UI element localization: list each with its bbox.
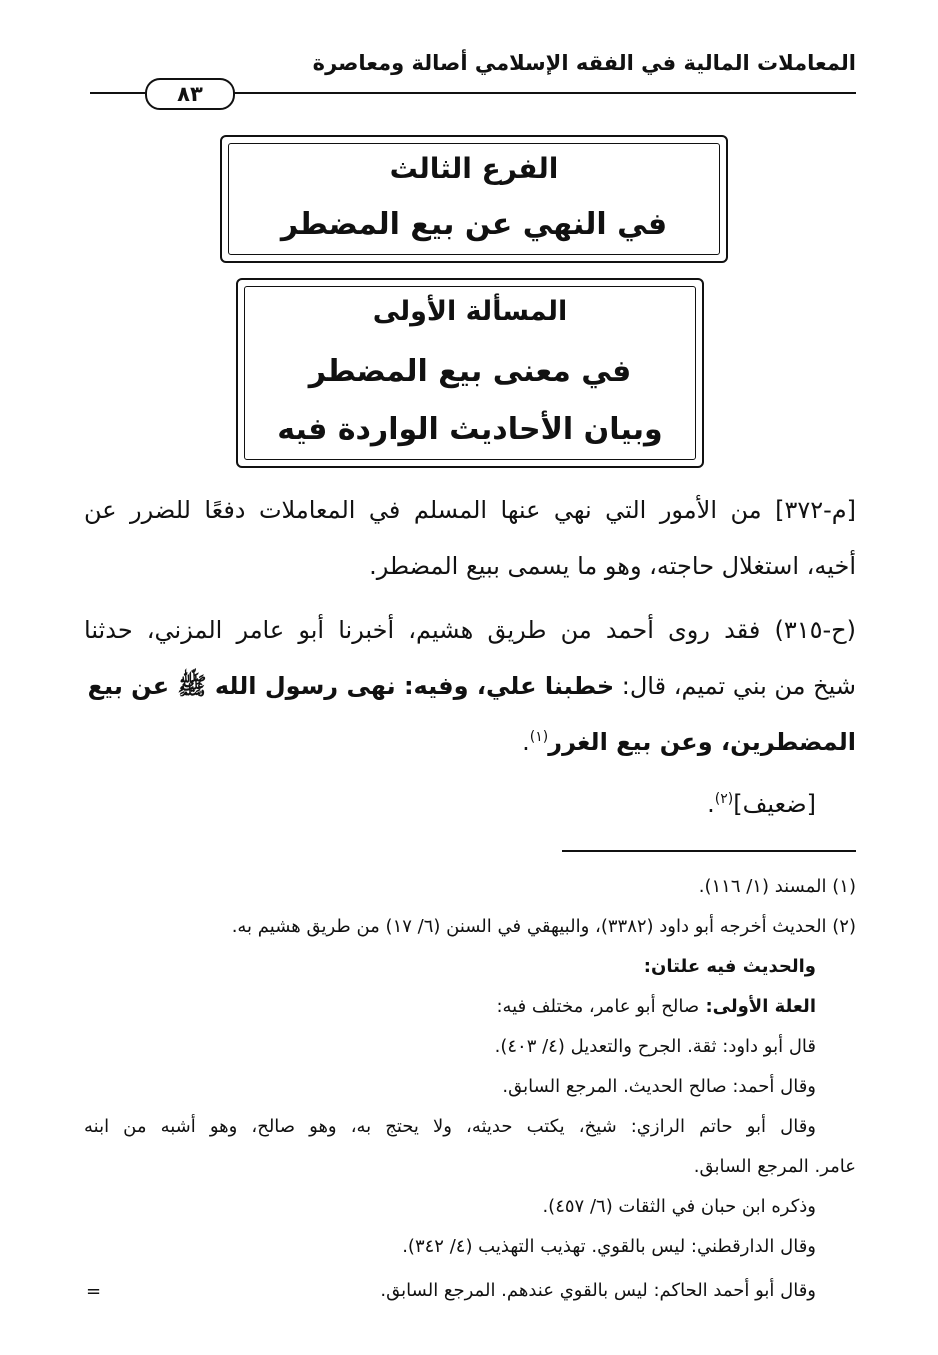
issue-title-line2: في معنى بيع المضطر <box>308 354 632 389</box>
footnote-2-line-3 <box>82 992 816 1022</box>
hadith-grade <box>82 784 816 824</box>
page-number-badge: ٨٣ <box>145 78 235 110</box>
issue-title-frame <box>236 278 704 468</box>
footnote-continuation-mark: = <box>86 1281 102 1302</box>
paragraph-1-line-1: [م-٣٧٢] من الأمور التي نهي عنها المسلم في المعاملات دفعًا للضرر عن <box>84 496 856 524</box>
footnote-separator <box>562 850 856 852</box>
section-title-line1: الفرع الثالث <box>389 152 559 185</box>
footnote-2-line-6: وقال أبو حاتم الرازي: شيخ، يكتب حديثه، ولا يحتج به، وهو صالح، وهو أشبه من ابنه <box>84 1116 816 1137</box>
footnote-2-line-8: وذكره ابن حبان في الثقات (٦/ ٤٥٧). <box>542 1196 816 1217</box>
footnote-2-line-9: وقال الدارقطني: ليس بالقوي. تهذيب التهذيب (٤/ ٣٤٢). <box>402 1236 816 1257</box>
footnote-2-line-10: وقال أبو أحمد الحاكم: ليس بالقوي عندهم. المرجع السابق. <box>380 1280 816 1301</box>
footnote-2-line-2: والحديث فيه علتان: <box>643 956 816 977</box>
section-title-frame <box>220 135 728 263</box>
footnote-ref-1[interactable]: (١) <box>529 729 549 745</box>
paragraph-2-line-1: (ح-٣١٥) فقد روى أحمد من طريق هشيم، أخبرنا أبو عامر المزني، حدثنا <box>84 616 856 644</box>
hadith-end-period: . <box>522 728 530 756</box>
hadith-text-part-2: المضطرين، وعن بيع الغرر <box>548 728 856 756</box>
hadith-text-part-1: خطبنا علي، وفيه: نهى رسول الله ﷺ عن بيع <box>87 672 615 700</box>
footnote-1: (١) المسند (١/ ١١٦). <box>698 876 856 897</box>
hadith-grade-end: . <box>707 790 715 818</box>
footnote-2-line-1: (٢) الحديث أخرجه أبو داود (٣٣٨٢)، والبيهقي في السنن (٦/ ١٧) من طريق هشيم به. <box>231 916 856 937</box>
first-defect-label: العلة الأولى: <box>699 996 816 1017</box>
paragraph-2-line-3 <box>84 722 856 762</box>
running-header-title: المعاملات المالية في الفقه الإسلامي أصالة ومعاصرة <box>312 51 856 75</box>
paragraph-2-line-2 <box>84 666 856 706</box>
footnote-2-line-7: عامر. المرجع السابق. <box>693 1156 856 1177</box>
first-defect-text: صالح أبو عامر، مختلف فيه: <box>496 996 700 1017</box>
issue-title-line1: المسألة الأولى <box>372 296 568 327</box>
footnote-ref-2[interactable]: (٢) <box>714 791 734 807</box>
section-title-line2: في النهي عن بيع المضطر <box>280 207 668 242</box>
hadith-grade-label: [ضعيف] <box>733 790 816 818</box>
footnote-2-line-5: وقال أحمد: صالح الحديث. المرجع السابق. <box>502 1076 816 1097</box>
issue-title-line3: وبيان الأحاديث الواردة فيه <box>277 412 663 447</box>
paragraph-1-line-2: أخيه، استغلال حاجته، وهو ما يسمى ببيع المضطر. <box>369 552 856 580</box>
footnote-2-line-4: قال أبو داود: ثقة. الجرح والتعديل (٤/ ٤٠٣). <box>494 1036 816 1057</box>
hadith-narrator-intro: شيخ من بني تميم، قال: <box>614 672 856 700</box>
